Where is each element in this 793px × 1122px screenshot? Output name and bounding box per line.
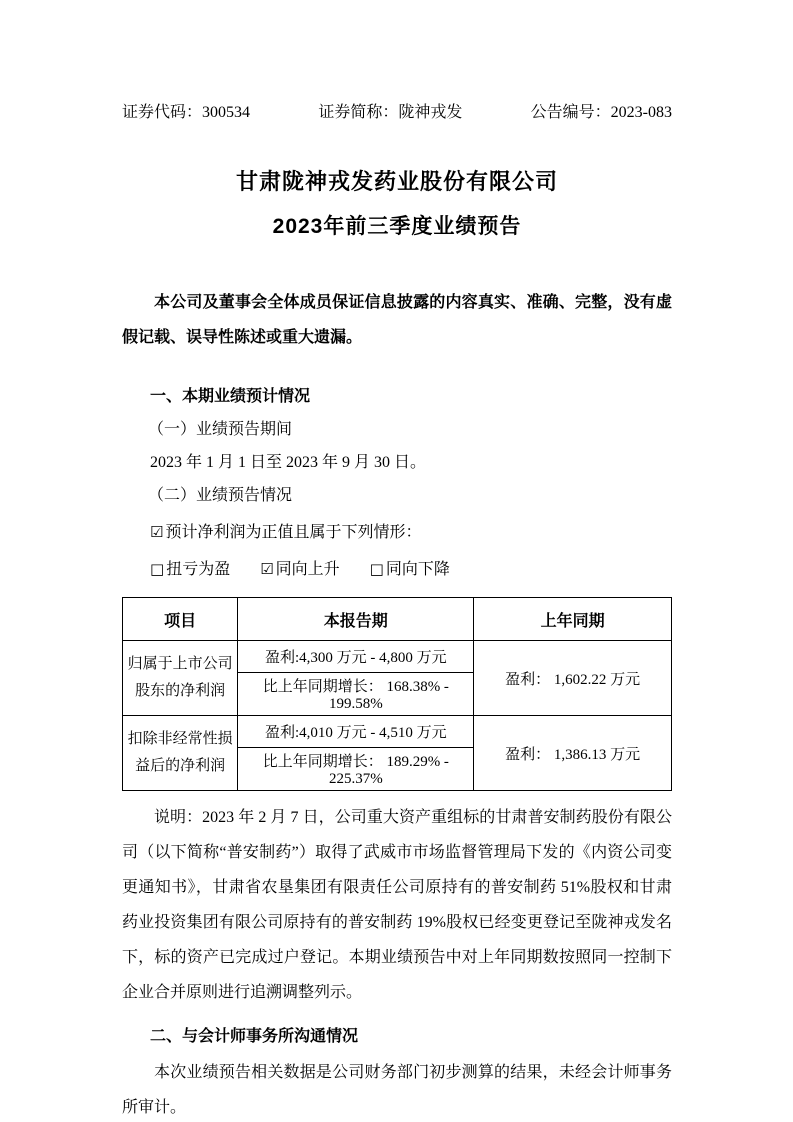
option-same-direction-down [370, 561, 450, 578]
unchecked-checkbox-icon: □ [369, 560, 384, 578]
column-header-item: 项目 [123, 598, 238, 641]
checked-checkbox-icon: ☑ [260, 560, 274, 578]
stock-code-label: 证券代码：300534 [122, 104, 251, 121]
report-title: 2023年前三季度业绩预告 [272, 215, 522, 238]
forecast-condition-text: 预计净利润为正值且属于下列情形： [165, 524, 422, 541]
forecast-options-line [122, 553, 672, 586]
option-label: 扭亏为盈 [166, 561, 231, 578]
table-header-row [123, 598, 672, 641]
unchecked-checkbox-icon: □ [150, 560, 165, 578]
company-title: 甘肃陇神戎发药业股份有限公司 [235, 169, 558, 194]
forecast-condition-line [122, 516, 672, 549]
net-profit-prior-value: 盈利： 1,602.22 万元 [474, 641, 672, 716]
document-header [122, 103, 672, 123]
item-net-profit-attributable: 归属于上市公司股东的净利润 [123, 641, 238, 716]
restructuring-note-paragraph: 说明：2023 年 2 月 7 日，公司重大资产重组标的甘肃普安制药股份有限公司（以下简称“普安制药”）取得了武威市市场监督管理局下发的《内资公司变更通知书》，甘肃省农垦集团有限责任公司原持有的普安制药 51%股权和甘肃药业投资集团有限公司原持有的普安制药 19%股权已经变更登记至陇神戎发名下，标的资产已完成过户登记。本期业绩预告中对上年同期数按照同一控制下企业合并原则进行追溯调整列示。 [122, 809, 672, 1001]
option-label: 同向下降 [385, 561, 450, 578]
forecast-period-value: 2023 年 1 月 1 日至 2023 年 9 月 30 日。 [150, 454, 427, 471]
announcement-number-label: 公告编号：2023-083 [530, 104, 672, 121]
section-one-heading: 一、本期业绩预计情况 [150, 388, 311, 405]
column-header-current-period: 本报告期 [238, 598, 474, 641]
checked-checkbox-icon: ☑ [150, 523, 164, 541]
table-row [123, 716, 672, 748]
net-profit-range: 盈利:4,300 万元 - 4,800 万元 [238, 641, 474, 673]
deducted-profit-range: 盈利:4,010 万元 - 4,510 万元 [238, 716, 474, 748]
stock-abbr-label: 证券简称：陇神戎发 [318, 104, 463, 121]
audit-note-paragraph: 本次业绩预告相关数据是公司财务部门初步测算的结果，未经会计师事务所审计。 [122, 1064, 672, 1116]
performance-forecast-table [122, 597, 672, 791]
section-two-heading: 二、与会计师事务所沟通情况 [150, 1028, 359, 1045]
disclaimer-paragraph: 本公司及董事会全体成员保证信息披露的内容真实、准确、完整，没有虚假记载、误导性陈述或重大遗漏。 [122, 294, 672, 346]
option-turn-loss-to-profit [150, 561, 230, 578]
deducted-profit-prior-value: 盈利： 1,386.13 万元 [474, 716, 672, 791]
forecast-period-label: （一）业绩预告期间 [148, 421, 293, 438]
column-header-prior-period: 上年同期 [474, 598, 672, 641]
forecast-situation-label: （二）业绩预告情况 [148, 487, 293, 504]
option-same-direction-up [260, 561, 339, 578]
net-profit-growth: 比上年同期增长： 168.38% - 199.58% [238, 673, 474, 716]
table-row [123, 641, 672, 673]
item-net-profit-deducted: 扣除非经常性损益后的净利润 [123, 716, 238, 791]
option-label: 同向上升 [275, 561, 340, 578]
deducted-profit-growth: 比上年同期增长： 189.29% - 225.37% [238, 748, 474, 791]
